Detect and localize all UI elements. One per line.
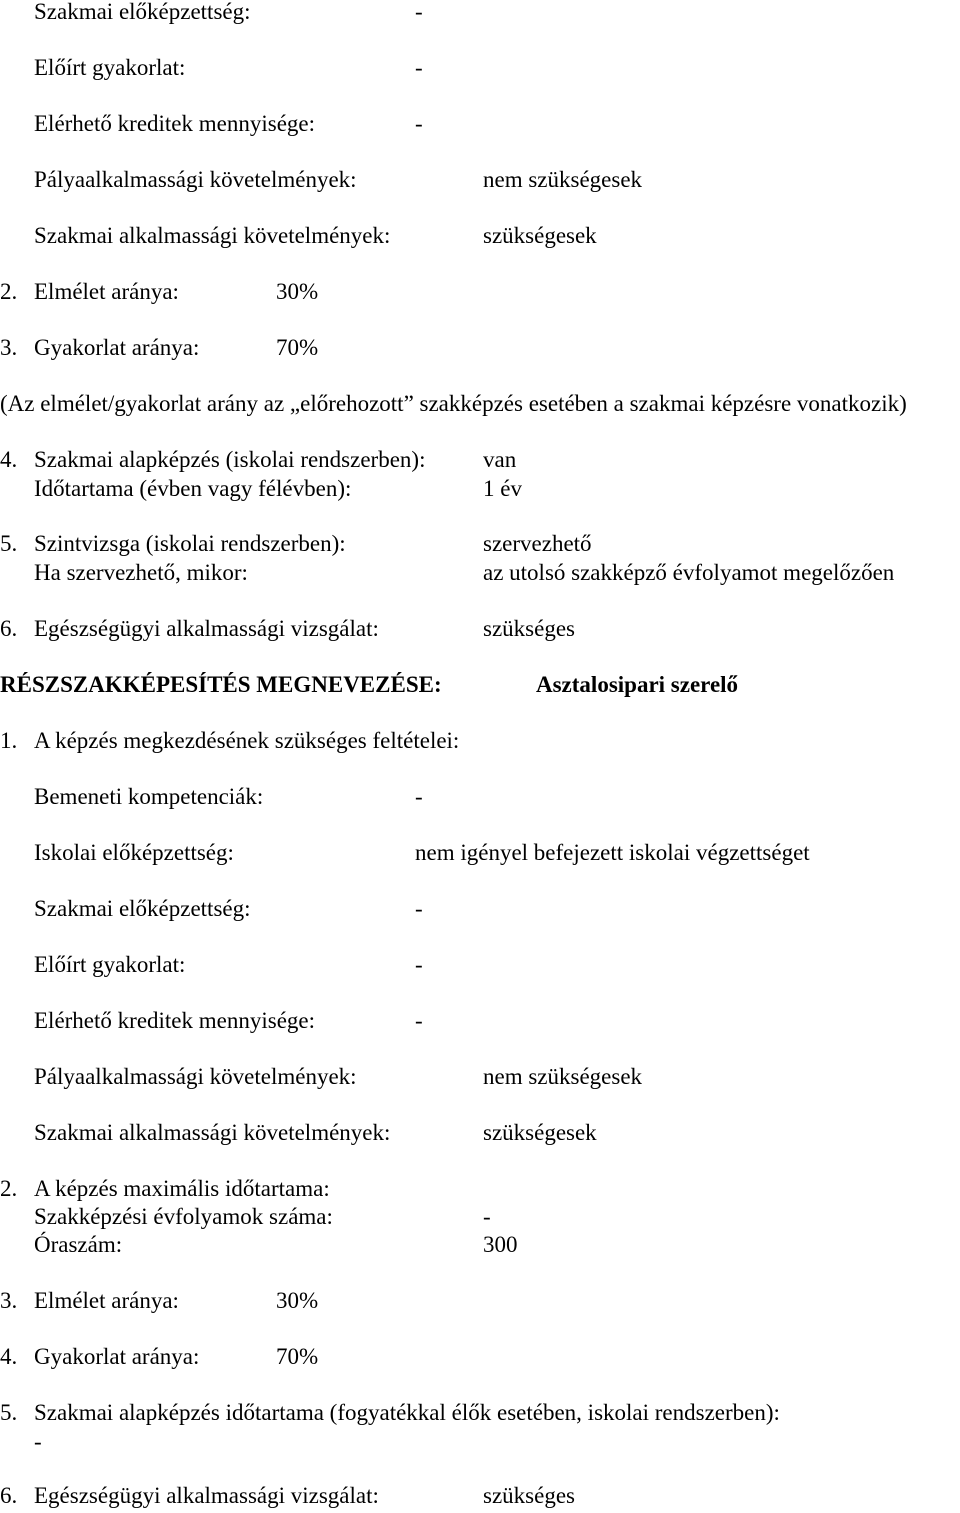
- s1-gyakorlat-value: 70%: [276, 335, 319, 360]
- s2-kreditek-label: Elérhető kreditek mennyisége:: [34, 1008, 316, 1033]
- s1-elmelet-value: 30%: [276, 279, 319, 304]
- s1-szakmai-alkalmassagi-value: szükségesek: [483, 223, 597, 248]
- s2-eloirt-gyakorlat-label: Előírt gyakorlat:: [34, 952, 186, 977]
- s1-szakmai-elokepzettseg-label: Szakmai előképzettség:: [34, 0, 251, 24]
- s1-szintvizsga-value: szervezhető: [483, 531, 592, 556]
- s2-max-idotartam-num: 2.: [0, 1176, 18, 1201]
- s2-elmelet-value: 30%: [276, 1288, 319, 1313]
- s2-feltetelek-num: 1.: [0, 728, 18, 753]
- s1-egeszsegugyi-value: szükséges: [483, 616, 575, 641]
- s1-kreditek-value: -: [415, 111, 423, 136]
- reszszakkepesites-name: Asztalosipari szerelő: [536, 672, 739, 697]
- s2-egeszsegugyi-value: szükséges: [483, 1483, 575, 1508]
- s2-egeszsegugyi-num: 6.: [0, 1483, 18, 1508]
- s2-szakmai-elokepzettseg-value: -: [415, 896, 423, 921]
- s1-elmelet-num: 2.: [0, 279, 18, 304]
- s2-palyaalkalmassagi-value: nem szükségesek: [483, 1064, 643, 1089]
- s1-szintvizsga-num: 5.: [0, 531, 18, 556]
- s2-feltetelek-label: A képzés megkezdésének szükséges feltételei:: [34, 728, 460, 753]
- s1-egeszsegugyi-num: 6.: [0, 616, 18, 641]
- s1-mikor-label: Ha szervezhető, mikor:: [34, 560, 248, 585]
- s2-alapkepzes-fogy-value: -: [34, 1429, 42, 1454]
- s2-elmelet-num: 3.: [0, 1288, 18, 1313]
- s1-palyaalkalmassagi-label: Pályaalkalmassági követelmények:: [34, 167, 357, 192]
- s2-oraszam-value: 300: [483, 1232, 518, 1257]
- s2-egeszsegugyi-label: Egészségügyi alkalmassági vizsgálat:: [34, 1483, 379, 1508]
- s2-iskolai-value: nem igényel befejezett iskolai végzettséget: [415, 840, 810, 865]
- s2-evfolyamok-label: Szakképzési évfolyamok száma:: [34, 1204, 333, 1229]
- s2-kreditek-value: -: [415, 1008, 423, 1033]
- s1-idotartam-value: 1 év: [483, 476, 522, 501]
- s2-gyakorlat-label: Gyakorlat aránya:: [34, 1344, 200, 1369]
- s1-alapkepzes-label: Szakmai alapképzés (iskolai rendszerben):: [34, 447, 426, 472]
- s2-bemeneti-value: -: [415, 784, 423, 809]
- s2-bemeneti-label: Bemeneti kompetenciák:: [34, 784, 264, 809]
- s1-idotartam-label: Időtartama (évben vagy félévben):: [34, 476, 352, 501]
- s1-gyakorlat-num: 3.: [0, 335, 18, 360]
- s1-mikor-value: az utolsó szakképző évfolyamot megelőzően: [483, 560, 895, 585]
- s1-eloirt-gyakorlat-label: Előírt gyakorlat:: [34, 55, 186, 80]
- s2-alapkepzes-fogy-num: 5.: [0, 1400, 18, 1425]
- s2-gyakorlat-value: 70%: [276, 1344, 319, 1369]
- s1-kreditek-label: Elérhető kreditek mennyisége:: [34, 111, 316, 136]
- s2-gyakorlat-num: 4.: [0, 1344, 18, 1369]
- reszszakkepesites-heading: RÉSZSZAKKÉPESÍTÉS MEGNEVEZÉSE:: [0, 672, 442, 697]
- s1-note: (Az elmélet/gyakorlat arány az „előrehozott” szakképzés esetében a szakmai képzésre vonatkozik): [0, 391, 907, 416]
- s1-gyakorlat-label: Gyakorlat aránya:: [34, 335, 200, 360]
- s1-szakmai-alkalmassagi-label: Szakmai alkalmassági követelmények:: [34, 223, 391, 248]
- s1-eloirt-gyakorlat-value: -: [415, 55, 423, 80]
- s1-alapkepzes-num: 4.: [0, 447, 18, 472]
- s2-szakmai-elokepzettseg-label: Szakmai előképzettség:: [34, 896, 251, 921]
- s2-max-idotartam-label: A képzés maximális időtartama:: [34, 1176, 330, 1201]
- s2-eloirt-gyakorlat-value: -: [415, 952, 423, 977]
- s2-iskolai-label: Iskolai előképzettség:: [34, 840, 234, 865]
- s2-szakmai-alkalmassagi-value: szükségesek: [483, 1120, 597, 1145]
- s1-elmelet-label: Elmélet aránya:: [34, 279, 179, 304]
- s2-oraszam-label: Óraszám:: [34, 1232, 123, 1257]
- s1-szakmai-elokepzettseg-value: -: [415, 0, 423, 24]
- s2-szakmai-alkalmassagi-label: Szakmai alkalmassági követelmények:: [34, 1120, 391, 1145]
- s2-evfolyamok-value: -: [483, 1204, 491, 1229]
- s1-egeszsegugyi-label: Egészségügyi alkalmassági vizsgálat:: [34, 616, 379, 641]
- s1-alapkepzes-value: van: [483, 447, 517, 472]
- s2-elmelet-label: Elmélet aránya:: [34, 1288, 179, 1313]
- s2-alapkepzes-fogy-label: Szakmai alapképzés időtartama (fogyatékkal élők esetében, iskolai rendszerben):: [34, 1400, 780, 1425]
- s1-szintvizsga-label: Szintvizsga (iskolai rendszerben):: [34, 531, 346, 556]
- s1-palyaalkalmassagi-value: nem szükségesek: [483, 167, 643, 192]
- s2-palyaalkalmassagi-label: Pályaalkalmassági követelmények:: [34, 1064, 357, 1089]
